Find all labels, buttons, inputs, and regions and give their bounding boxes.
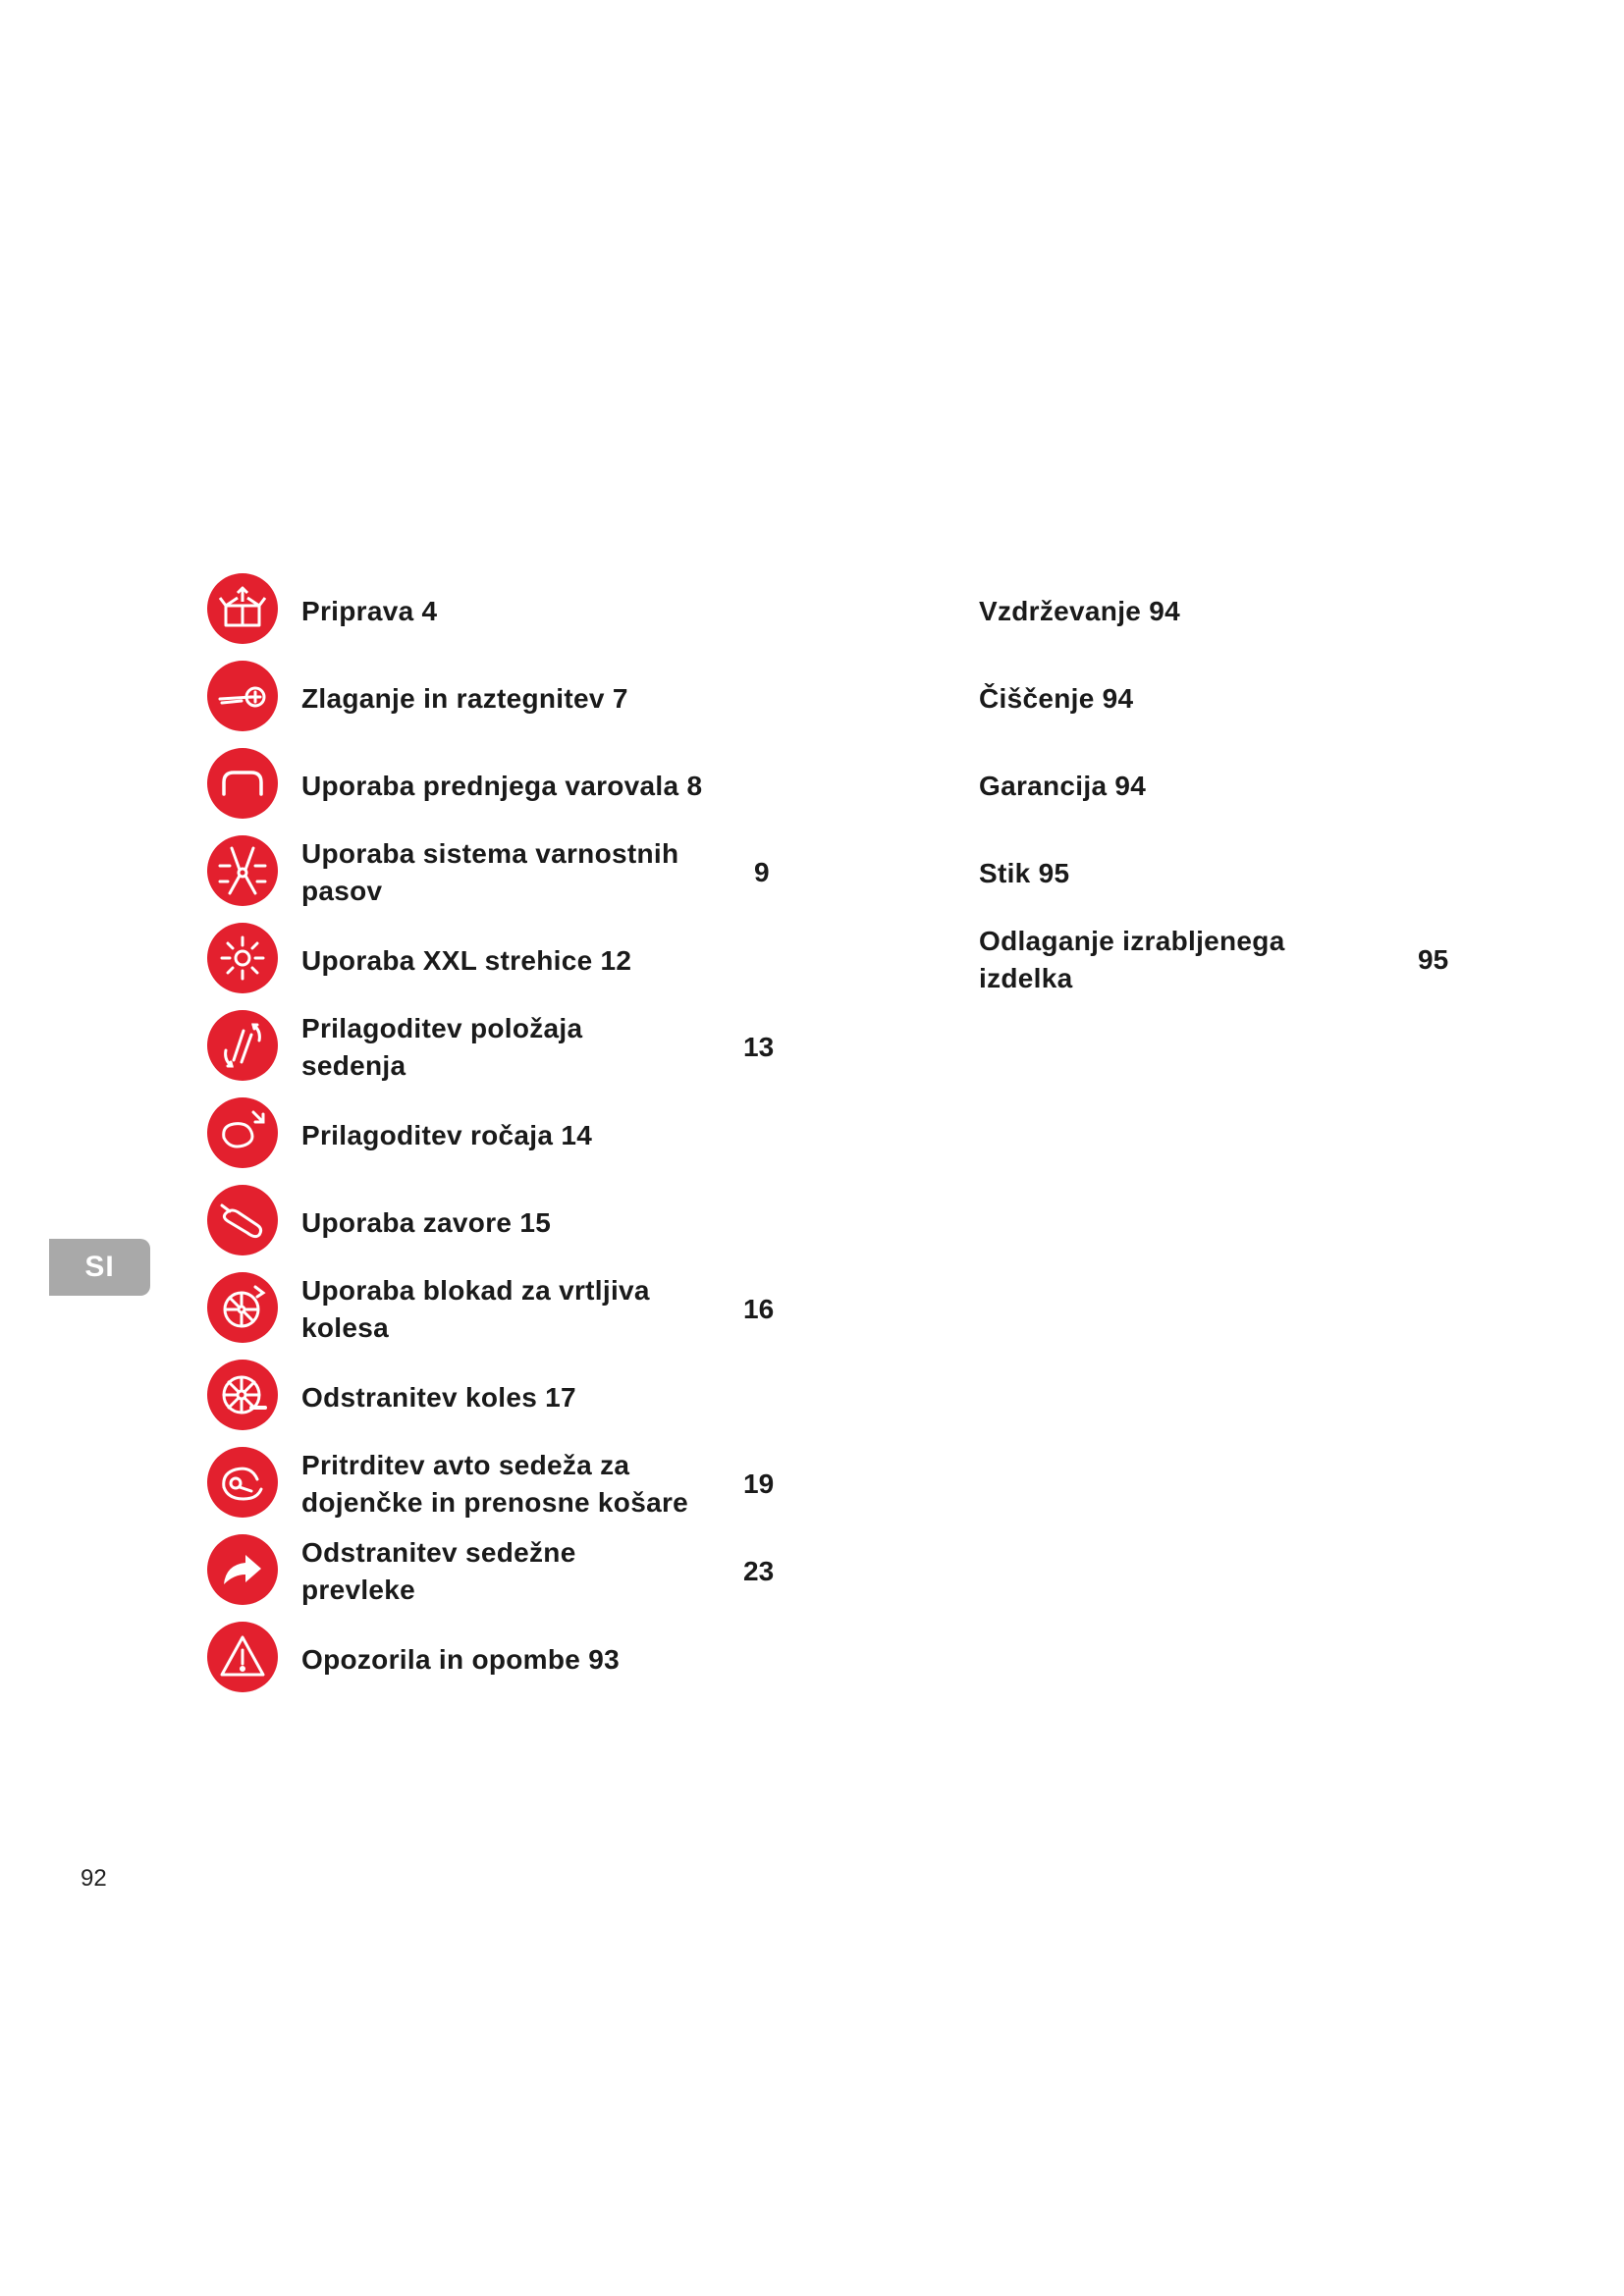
toc-entry-title[interactable]: Zlaganje in raztegnitev 7 [301,683,628,714]
canopy-sun-icon [207,923,278,993]
toc-entry-title[interactable]: Čiščenje 94 [979,683,1134,714]
toc-entry-title[interactable]: Uporaba sistema varnostnih pasov [301,838,679,906]
toc-entry-title[interactable]: Prilagoditev ročaja 14 [301,1120,593,1150]
toc-entry-title[interactable]: Odlaganje izrabljenega izdelka [979,926,1285,993]
toc-entry-title[interactable]: Priprava 4 [301,596,438,626]
toc-entry-title[interactable]: Uporaba prednjega varovala 8 [301,771,703,801]
toc-entry-title[interactable]: Stik 95 [979,858,1070,888]
wheel-remove-icon [207,1360,278,1430]
language-tab[interactable]: SI [49,1239,150,1296]
toc-entry-title[interactable]: Opozorila in opombe 93 [301,1644,620,1675]
toc-entry-title[interactable]: Vzdrževanje 94 [979,596,1180,626]
front-bar-icon [207,748,278,819]
toc-entry-title[interactable]: Pritrditev avto sedeža za dojenčke in prenosne košare [301,1450,689,1518]
toc-entry-page: 9 [754,857,770,887]
toc-entry-title[interactable]: Uporaba zavore 15 [301,1207,552,1238]
toc-entry-page: 13 [743,1032,775,1062]
toc-entry-title[interactable]: Uporaba blokad za vrtljiva kolesa [301,1275,650,1343]
toc-entry-title[interactable]: Odstranitev koles 17 [301,1382,576,1413]
toc-entry-page: 16 [743,1294,775,1324]
stroller-fold-icon [207,661,278,731]
warning-triangle-icon [207,1622,278,1692]
handle-adjust-icon [207,1097,278,1168]
toc-entry-title[interactable]: Prilagoditev položaja sedenja [301,1013,583,1081]
safety-harness-icon [207,835,278,906]
arrow-redo-icon [207,1534,278,1605]
toc-entry-page: 23 [743,1556,775,1586]
toc-entry-title[interactable]: Odstranitev sedežne prevleke [301,1537,576,1605]
toc-entry-title[interactable]: Uporaba XXL strehice 12 [301,945,632,976]
toc-entry-page: 19 [743,1468,775,1499]
seat-recline-icon [207,1010,278,1081]
page-number: 92 [81,1865,107,1892]
swivel-wheel-icon [207,1272,278,1343]
gift-box-icon [207,573,278,644]
infant-car-seat-icon [207,1447,278,1518]
toc-entry-title[interactable]: Garancija 94 [979,771,1147,801]
toc-entry-page: 95 [1418,944,1449,975]
brake-foot-icon [207,1185,278,1255]
